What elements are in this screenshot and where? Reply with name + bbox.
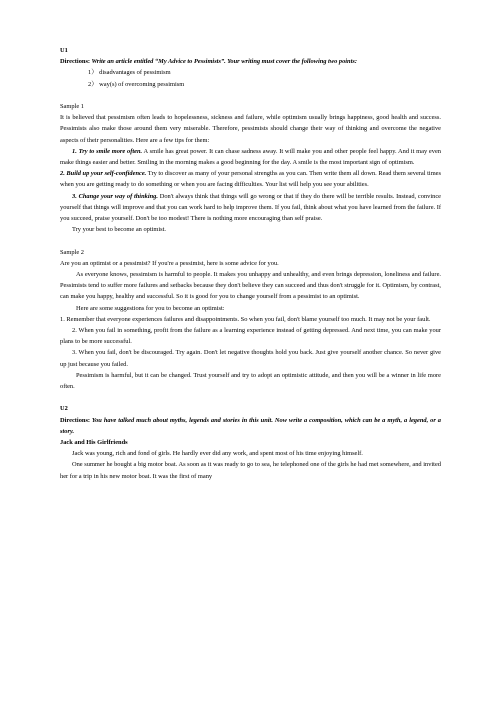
text-column	[60, 45, 441, 482]
paragraph: Pessimism is harmful, but it can be changed. Trust yourself and try to adopt an optimistic attitude, and then you will be a winner in life more often.	[60, 371, 441, 391]
directions-u1	[60, 56, 441, 67]
tip-paragraph	[60, 191, 441, 225]
directions-text: You have talked much about myths, legends and stories in this unit. Now write a composition, which can be a myth, a legend, or a story.	[60, 416, 441, 435]
paragraph: 1. Remember that everyone experiences failures and disappointments. So when you fail, don't blame yourself too much. It may not be your fault.	[60, 315, 431, 323]
sample-heading: Sample 2	[60, 248, 84, 256]
paragraph: 3. When you fail, don't be discouraged. Try again. Don't let negative thoughts hold you back. Just give yourself another chance. So never give up just because you failed.	[60, 349, 441, 368]
directions-label: Directions:	[60, 58, 91, 66]
directions-label: Directions:	[60, 416, 91, 424]
tip-text: Try to discover as many of your personal strengths as you can. Then write them all down. Read them several times when you are getting ready to do something or when you are facing difficulties. Your list will help you see your abilities.	[60, 170, 441, 189]
tip-text: A smile has great power. It can chase sadness away. It will make you and other people feel happy. And it may even make things easier and better. Smiling in the morning makes a good beginning for the day. A smile is the most important sign of optimism.	[60, 147, 441, 167]
directions-text: Write an article entitled “My Advice to Pessimists”. Your writing must cover the following two points:	[90, 58, 358, 66]
spacer	[60, 90, 441, 101]
paragraph: One summer he bought a big motor boat. As soon as it was ready to go to sea, he telephoned one of the girls he had met somewhere, and invited her for a trip in his new motor boat. It was the first of many	[60, 461, 441, 480]
unit-title-u2: U2	[60, 405, 68, 413]
directions-u2	[60, 415, 441, 437]
paragraph: Here are some suggestions for you to become an optimist:	[76, 304, 225, 312]
paragraph: 2. When you fail in something, profit from the failure as a learning experience instead of getting depressed. And next time, you can make your plans to be more successful.	[60, 327, 441, 346]
unit-title-u1: U1	[60, 47, 68, 54]
tip-lead: 1. Try to smile more often.	[72, 147, 143, 155]
paragraph: Jack was young, rich and fond of girls. He hardly ever did any work, and spent most of his time enjoying himself.	[72, 450, 363, 458]
tip-paragraph	[60, 146, 441, 168]
paragraph: As everyone knows, pessimism is harmful to people. It makes you unhappy and unhealthy, and even brings depression, loneliness and failure. Pessimists tend to suffer more failures and setbacks because they don't believe they can succeed and thus don't struggle for it. Optimism, by contrast, can make you happy, healthy and successful. So it is good for you to change yourself from a pessimist to an optimist.	[60, 271, 441, 301]
tip-lead: 2. Build up your self-confidence.	[60, 170, 147, 178]
tip-paragraph	[60, 168, 441, 190]
tip-lead: 3. Change your way of thinking.	[72, 192, 158, 200]
story-title: Jack and His Girlfriends	[60, 439, 128, 447]
sample-heading: Sample 1	[60, 103, 84, 110]
point-2: 2） way(s) of overcoming pessimism	[88, 80, 185, 88]
tip-text: Don't always think that things will go wrong or that if they do there will be terrible results. Instead, convince yourself that things will improve and that you can work hard to help improve them. If you fail, think about what you have learned from the failure. If you succeed, praise yourself. Don't be too modest! There is nothing more encouraging than self praise.	[60, 192, 441, 223]
paragraph: Are you an optimist or a pessimist? If you're a pessimist, here is some advice for you.	[60, 259, 279, 267]
paragraph: It is believed that pessimism often leads to hopelessness, sickness and failure, while optimism usually brings happiness, good health and success. Pessimists also make those around them very miserable. Therefore, pessimists should change their way of thinking and overcome the negative aspects of their personalities. Here are a few tips for them:	[60, 114, 441, 144]
point-1: 1） disadvantages of pessimism	[88, 69, 171, 77]
spacer	[60, 235, 441, 246]
spacer	[60, 392, 441, 403]
paragraph: Try your best to become an optimist.	[72, 226, 167, 234]
